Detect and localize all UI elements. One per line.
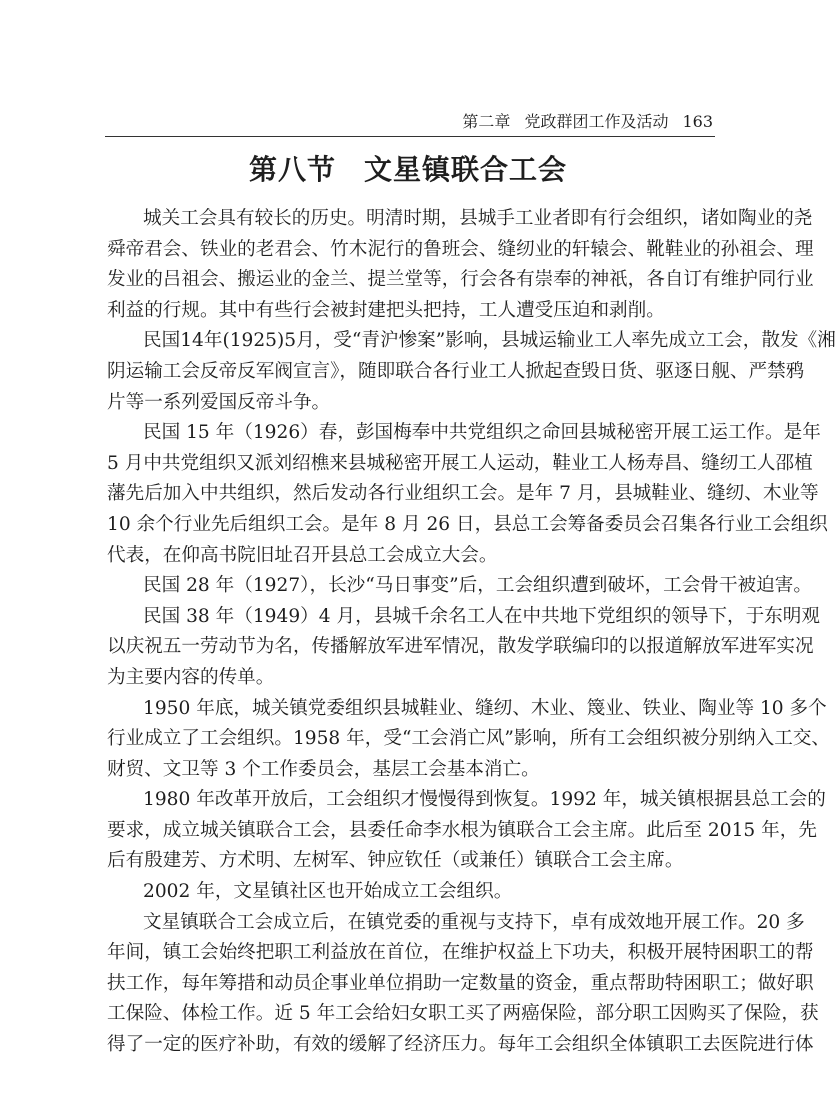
running-header: [105, 112, 713, 132]
text-line: 1950 年底，城关镇党委组织县城鞋业、缝纫、木业、篾业、铁业、陶业等 10 多个: [143, 697, 827, 719]
text-line: 行业成立了工会组织。1958 年，受“工会消亡风”影响，所有工会组织被分别纳入工交、: [107, 728, 831, 750]
paragraph: [107, 877, 712, 908]
text-line: 10 余个行业先后组织工会。是年 8 月 26 日，县总工会筹备委员会召集各行业工会组织: [107, 513, 828, 535]
paragraph: [107, 571, 812, 602]
header-rule: [105, 136, 715, 137]
text-line: 民国 38 年（1949）4 月，县城千余名工人在中共地下党组织的领导下，于东明观: [143, 605, 820, 627]
paragraph: [107, 908, 819, 1061]
text-line: 后有殷建芳、方术明、左树军、钟应钦任（或兼任）镇联合工会主席。: [107, 850, 684, 872]
text-line: 扶工作，每年筹措和动员企事业单位捐助一定数量的资金，重点帮助特困职工；做好职: [107, 972, 814, 994]
text-line: 5 月中共党组织又派刘绍樵来县城秘密开展工人运动，鞋业工人杨寿昌、缝纫工人邵植: [107, 452, 813, 474]
text-line: 要求，成立城关镇联合工会，县委任命李水根为镇联合工会主席。此后至 2015 年，先: [107, 819, 817, 841]
text-line: 工保险、体检工作。近 5 年工会给妇女职工买了两癌保险，部分职工因购买了保险，获: [107, 1003, 819, 1025]
paragraph: [107, 326, 836, 418]
paragraph: [107, 694, 831, 786]
text-line: 得了一定的医疗补助，有效的缓解了经济压力。每年工会组织全体镇职工去医院进行体: [107, 1034, 814, 1056]
section-name: 文星镇联合工会: [364, 153, 568, 186]
text-line: 代表，在仰高书院旧址召开县总工会成立大会。: [107, 544, 498, 566]
chapter-number: 第二章: [462, 112, 511, 131]
text-line: 民国 15 年（1926）春，彭国梅奉中共党组织之命回县城秘密开展工运工作。是年: [143, 422, 821, 444]
text-line: 财贸、文卫等 3 个工作委员会，基层工会基本消亡。: [107, 758, 540, 780]
text-line: 2002 年，文星镇社区也开始成立工会组织。: [143, 881, 513, 903]
text-line: 发业的吕祖会、搬运业的金兰、提兰堂等，行会各有崇奉的神祇，各自订有维护同行业: [107, 269, 814, 291]
text-line: 舜帝君会、铁业的老君会、竹木泥行的鲁班会、缝纫业的轩辕会、靴鞋业的孙祖会、理: [107, 238, 814, 260]
paragraph: [107, 204, 814, 326]
text-line: 城关工会具有较长的历史。明清时期，县城手工业者即有行会组织，诸如陶业的尧: [143, 208, 813, 229]
body-text: [107, 204, 836, 1061]
text-line: 年间，镇工会始终把职工利益放在首位，在维护权益上下功夫，积极开展特困职工的帮: [107, 942, 814, 964]
paragraph: [107, 602, 820, 694]
paragraph: [107, 418, 828, 571]
paragraph: [107, 785, 826, 877]
page-number: 163: [682, 112, 713, 131]
text-line: 阴运输工会反帝反军阀宣言》，随即联合各行业工人掀起查毁日货、驱逐日舰、严禁鸦: [107, 360, 805, 382]
chapter-title: 党政群团工作及活动: [524, 112, 669, 131]
text-line: 文星镇联合工会成立后，在镇党委的重视与支持下，卓有成效地开展工作。20 多: [143, 911, 805, 933]
text-line: 藩先后加入中共组织，然后发动各行业组织工会。是年 7 月，县城鞋业、缝纫、木业等: [107, 483, 819, 505]
text-line: 片等一系列爱国反帝斗争。: [107, 391, 331, 413]
text-line: 民国14年(1925)5月，受“青沪惨案”影响，县城运输业工人率先成立工会，散发《湘: [143, 330, 836, 352]
section-number: 第八节: [248, 153, 336, 186]
text-line: 以庆祝五一劳动节为名，传播解放军进军情况，散发学联编印的以报道解放军进军实况: [107, 636, 814, 658]
text-line: 利益的行规。其中有些行会被封建把头把持，工人遭受压迫和剥削。: [107, 299, 665, 321]
section-title: [0, 152, 816, 188]
text-line: 为主要内容的传单。: [107, 666, 275, 688]
text-line: 民国 28 年（1927），长沙“马日事变”后，工会组织遭到破坏，工会骨干被迫害。: [143, 575, 812, 597]
text-line: 1980 年改革开放后，工会组织才慢慢得到恢复。1992 年，城关镇根据县总工会的: [143, 789, 826, 811]
